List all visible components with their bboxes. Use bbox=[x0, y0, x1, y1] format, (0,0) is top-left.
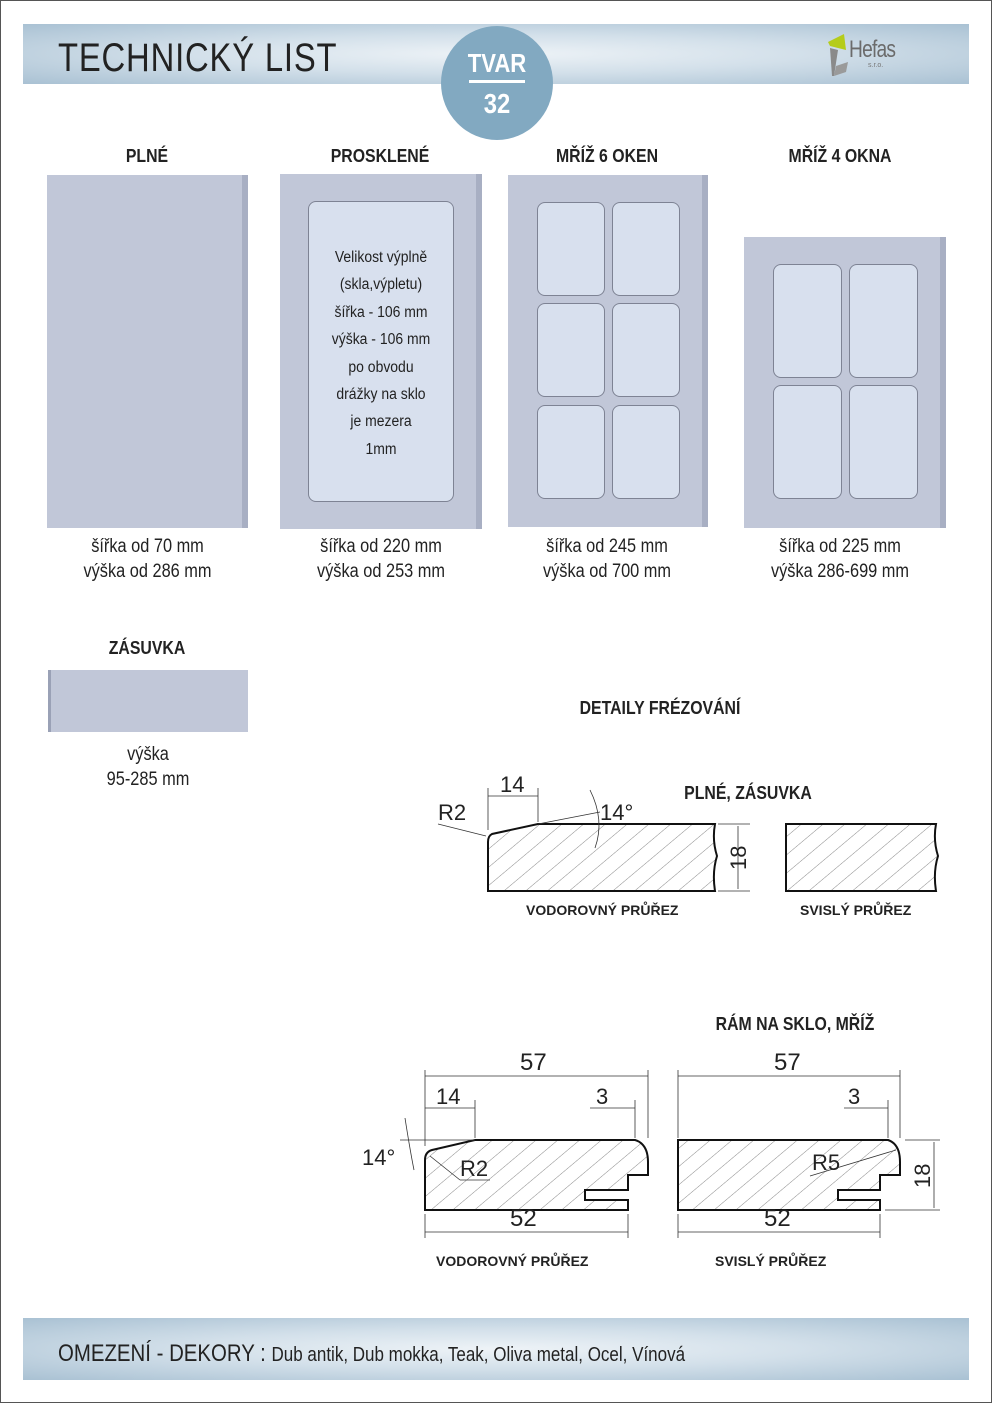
spec-height: výška od 253 mm bbox=[316, 561, 446, 582]
details-title: DETAILY FRÉZOVÁNÍ bbox=[579, 698, 741, 718]
spec-height: výška od 700 mm bbox=[542, 561, 672, 582]
decor-label: OMEZENÍ - DEKORY : bbox=[58, 1340, 266, 1367]
glass-note-line: Velikost výplně bbox=[334, 249, 428, 266]
dim-thickness: 18 bbox=[726, 845, 751, 870]
spec-width: šířka od 225 mm bbox=[779, 536, 901, 557]
frame-vertical-label: SVISLÝ PRŮŘEZ bbox=[715, 1253, 827, 1269]
dim-rebate: 3 bbox=[596, 1084, 609, 1109]
dim-radius: R2 bbox=[438, 800, 467, 825]
horizontal-section-shape bbox=[488, 824, 717, 891]
glass-note-line: 1mm bbox=[365, 440, 397, 458]
window-pane bbox=[773, 264, 842, 378]
badge-label: TVAR bbox=[467, 48, 527, 78]
frame-vertical-shape bbox=[678, 1140, 900, 1210]
window-pane bbox=[849, 385, 918, 499]
product-title-briz4: MŘÍŽ 4 OKNA bbox=[788, 146, 892, 166]
glass-note bbox=[315, 244, 446, 463]
window-pane bbox=[849, 264, 918, 378]
logo-suffix: s.r.o. bbox=[868, 62, 884, 69]
window-pane bbox=[537, 202, 605, 296]
dim-base: 52 bbox=[510, 1205, 537, 1232]
badge-number: 32 bbox=[483, 88, 511, 119]
window-pane bbox=[773, 385, 842, 499]
spec-width: šířka od 220 mm bbox=[320, 536, 442, 557]
glass-note-line: (skla,výpletu) bbox=[339, 276, 423, 294]
spec-prosklene bbox=[294, 534, 468, 584]
drawer-height-label: výška bbox=[127, 744, 169, 765]
spec-briz-6 bbox=[519, 534, 694, 584]
dim-angle-frame: 14° bbox=[362, 1145, 396, 1170]
product-title-prosklene: PROSKLENÉ bbox=[330, 146, 430, 166]
drawer-spec bbox=[62, 742, 234, 792]
product-title-plne: PLNÉ bbox=[125, 146, 169, 166]
dim-thickness-v: 18 bbox=[910, 1163, 935, 1188]
company-logo bbox=[824, 32, 914, 78]
drawer-panel bbox=[48, 670, 248, 732]
page-title: TECHNICKÝ LIST bbox=[58, 36, 338, 80]
solid-vertical-label: SVISLÝ PRŮŘEZ bbox=[800, 902, 912, 918]
door-plne bbox=[47, 175, 248, 528]
window-pane bbox=[612, 405, 680, 499]
frame-horizontal-label: VODOROVNÝ PRŮŘEZ bbox=[436, 1253, 589, 1269]
glass-note-line: výška - 106 mm bbox=[331, 331, 431, 349]
spec-width: šířka od 70 mm bbox=[91, 536, 204, 557]
dim-base-v: 52 bbox=[764, 1205, 791, 1232]
dim-chamfer: 14 bbox=[500, 772, 525, 797]
frame-profile-drawing bbox=[350, 1040, 950, 1280]
glass-note-line: po obvodu bbox=[348, 358, 414, 376]
decor-restrictions bbox=[58, 1340, 685, 1368]
window-pane bbox=[537, 405, 605, 499]
dim-radius-v: R5 bbox=[812, 1150, 841, 1175]
solid-profile-title: PLNÉ, ZÁSUVKA bbox=[684, 783, 812, 803]
glass-note-line: šířka - 106 mm bbox=[334, 303, 428, 321]
frame-profile-title: RÁM NA SKLO, MŘÍŽ bbox=[715, 1014, 875, 1034]
spec-plne bbox=[61, 534, 234, 584]
spec-briz-4 bbox=[750, 534, 931, 584]
drawer-title: ZÁSUVKA bbox=[108, 638, 186, 658]
vertical-section-shape bbox=[786, 824, 938, 891]
dim-total-v: 57 bbox=[774, 1049, 801, 1076]
dim-total: 57 bbox=[520, 1049, 547, 1076]
solid-profile-drawing bbox=[420, 760, 960, 930]
spec-height: výška 286-699 mm bbox=[770, 561, 910, 582]
frame-horizontal-shape bbox=[425, 1140, 648, 1210]
spec-height: výška od 286 mm bbox=[83, 561, 212, 582]
glass-note-line: je mezera bbox=[350, 413, 412, 431]
glass-note-line: drážky na sklo bbox=[336, 386, 426, 404]
window-pane bbox=[537, 303, 605, 397]
logo-text: Hefas bbox=[849, 36, 896, 63]
product-title-briz6: MŘÍŽ 6 OKEN bbox=[555, 146, 659, 166]
window-pane bbox=[612, 303, 680, 397]
decor-list: Dub antik, Dub mokka, Teak, Oliva metal, Ocel, Vínová bbox=[271, 1344, 686, 1366]
solid-horizontal-label: VODOROVNÝ PRŮŘEZ bbox=[526, 902, 679, 918]
window-pane bbox=[612, 202, 680, 296]
shape-badge bbox=[441, 26, 553, 140]
badge-divider bbox=[469, 80, 525, 83]
dim-rebate-v: 3 bbox=[848, 1084, 861, 1109]
drawer-height-value: 95-285 mm bbox=[106, 769, 190, 790]
dim-chamfer-frame: 14 bbox=[436, 1084, 461, 1109]
dim-radius-h: R2 bbox=[460, 1156, 489, 1181]
dim-angle: 14° bbox=[600, 800, 634, 825]
spec-width: šířka od 245 mm bbox=[546, 536, 668, 557]
